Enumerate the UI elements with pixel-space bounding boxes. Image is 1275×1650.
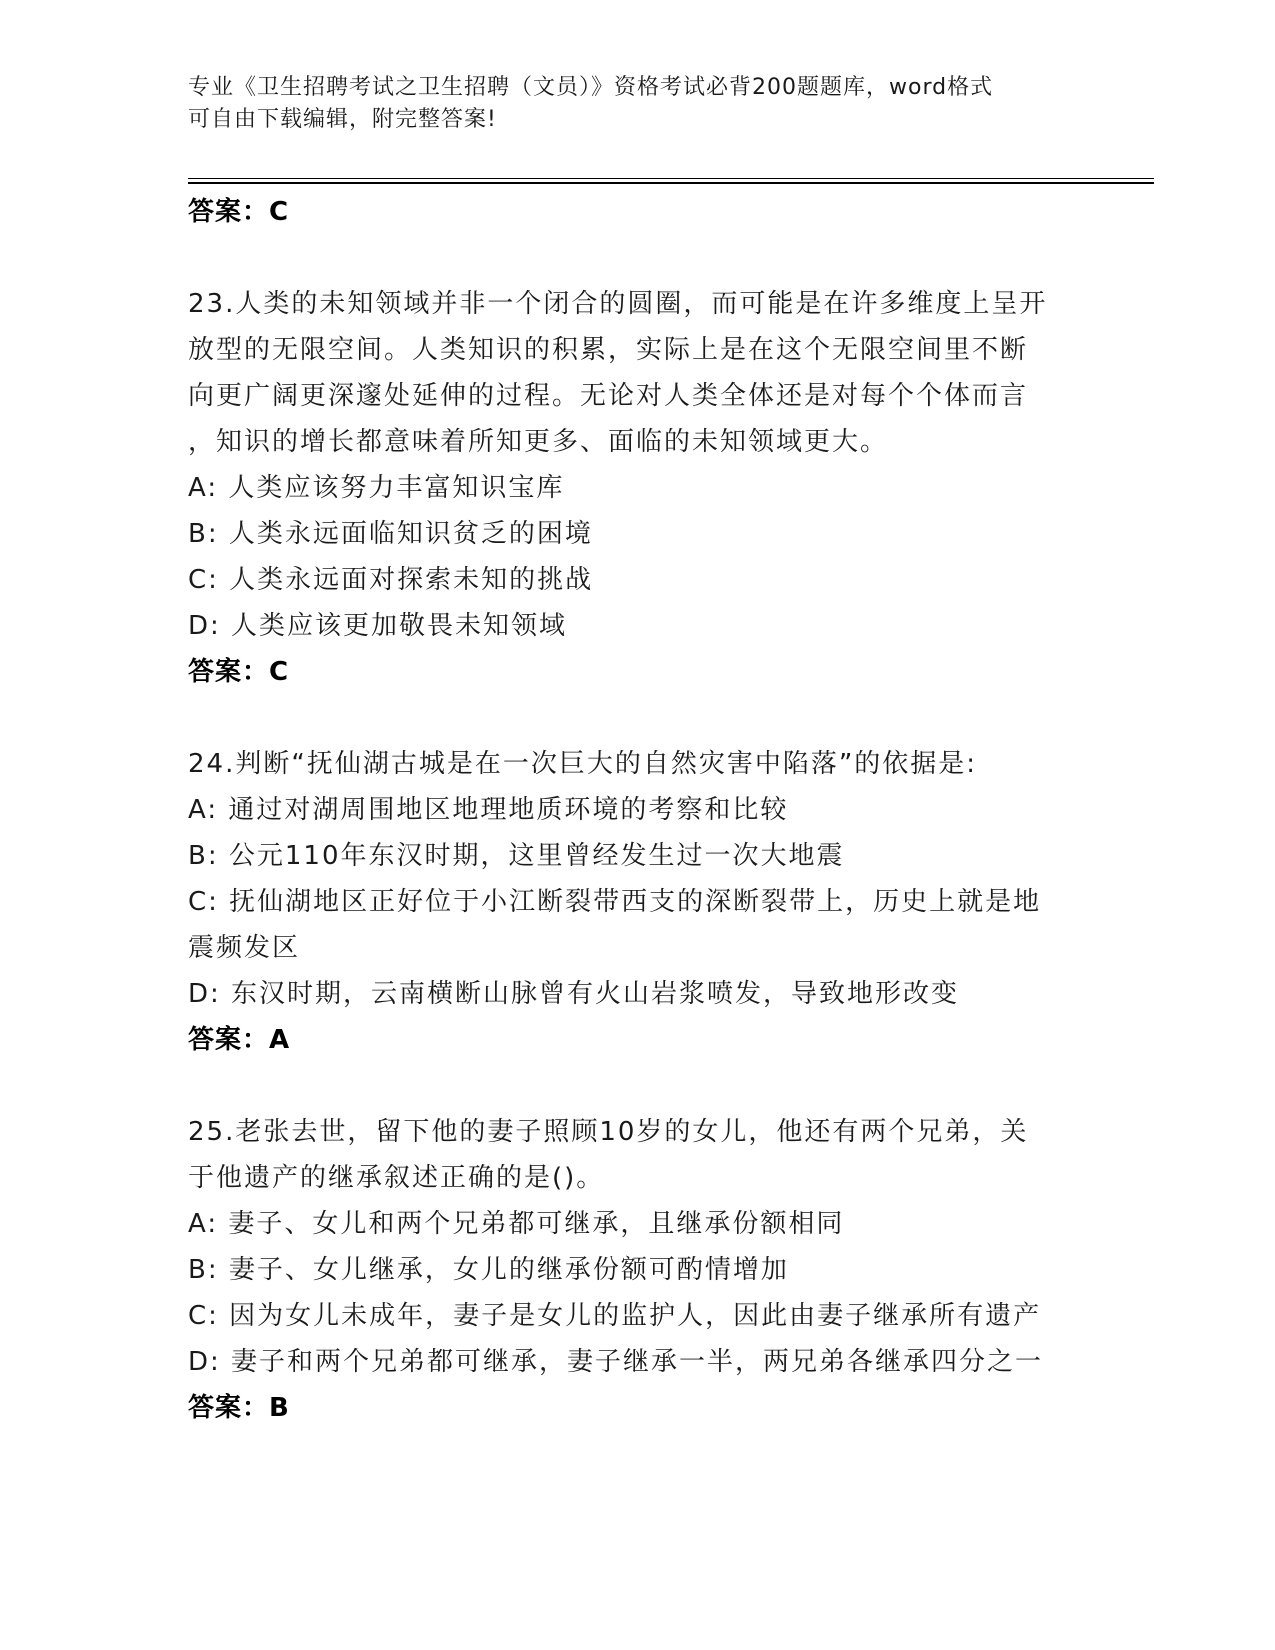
question-text-line: 25.老张去世，留下他的妻子照顾10岁的女儿，他还有两个兄弟，关 xyxy=(188,1117,1029,1147)
header-rule-thin xyxy=(188,178,1154,179)
answer-line: 答案：A xyxy=(188,1025,291,1055)
question-content xyxy=(188,189,1088,1431)
answer-line: 答案：C xyxy=(188,657,290,687)
option-a: A: 人类应该努力丰富知识宝库 xyxy=(188,473,565,503)
option-a: A: 妻子、女儿和两个兄弟都可继承，且继承份额相同 xyxy=(188,1209,845,1239)
question-text-line: 向更广阔更深邃处延伸的过程。无论对人类全体还是对每个个体而言 xyxy=(188,381,1029,411)
question-block xyxy=(188,741,1088,1063)
option-d: D: 东汉时期，云南横断山脉曾有火山岩浆喷发，导致地形改变 xyxy=(188,979,960,1009)
question-text-line: 放型的无限空间。人类知识的积累，实际上是在这个无限空间里不断 xyxy=(188,335,1029,365)
question-text-line: 24.判断“抚仙湖古城是在一次巨大的自然灾害中陷落”的依据是: xyxy=(188,749,978,779)
header-line-1: 专业《卫生招聘考试之卫生招聘（文员）》资格考试必背200题题库，word格式 xyxy=(188,75,994,100)
option-c: C: 抚仙湖地区正好位于小江断裂带西支的深断裂带上，历史上就是地 xyxy=(188,887,1042,917)
question-text-line: 23.人类的未知领域并非一个闭合的圆圈，而可能是在许多维度上呈开 xyxy=(188,289,1048,319)
header-rule-thick xyxy=(188,182,1154,184)
option-c-continued: 震频发区 xyxy=(188,933,301,963)
option-a: A: 通过对湖周围地区地理地质环境的考察和比较 xyxy=(188,795,789,825)
option-b: B: 公元110年东汉时期，这里曾经发生过一次大地震 xyxy=(188,841,845,871)
option-c: C: 因为女儿未成年，妻子是女儿的监护人，因此由妻子继承所有遗产 xyxy=(188,1301,1042,1331)
question-text-line: ，知识的增长都意味着所知更多、面临的未知领域更大。 xyxy=(188,427,889,457)
question-block xyxy=(188,281,1088,695)
question-block xyxy=(188,1109,1088,1431)
option-b: B: 妻子、女儿继承，女儿的继承份额可酌情增加 xyxy=(188,1255,789,1285)
question-text-line: 于他遗产的继承叙述正确的是()。 xyxy=(188,1163,605,1193)
option-b: B: 人类永远面临知识贫乏的困境 xyxy=(188,519,593,549)
header-line-2: 可自由下载编辑，附完整答案! xyxy=(188,107,497,132)
answer-line: 答案：C xyxy=(188,197,290,227)
option-d: D: 人类应该更加敬畏未知领域 xyxy=(188,611,568,641)
spacer xyxy=(188,695,1088,741)
spacer xyxy=(188,235,1088,281)
spacer xyxy=(188,1063,1088,1109)
option-c: C: 人类永远面对探索未知的挑战 xyxy=(188,565,594,595)
option-d: D: 妻子和两个兄弟都可继承，妻子继承一半，两兄弟各继承四分之一 xyxy=(188,1347,1044,1377)
document-header xyxy=(188,72,1068,136)
answer-line: 答案：B xyxy=(188,1393,290,1423)
